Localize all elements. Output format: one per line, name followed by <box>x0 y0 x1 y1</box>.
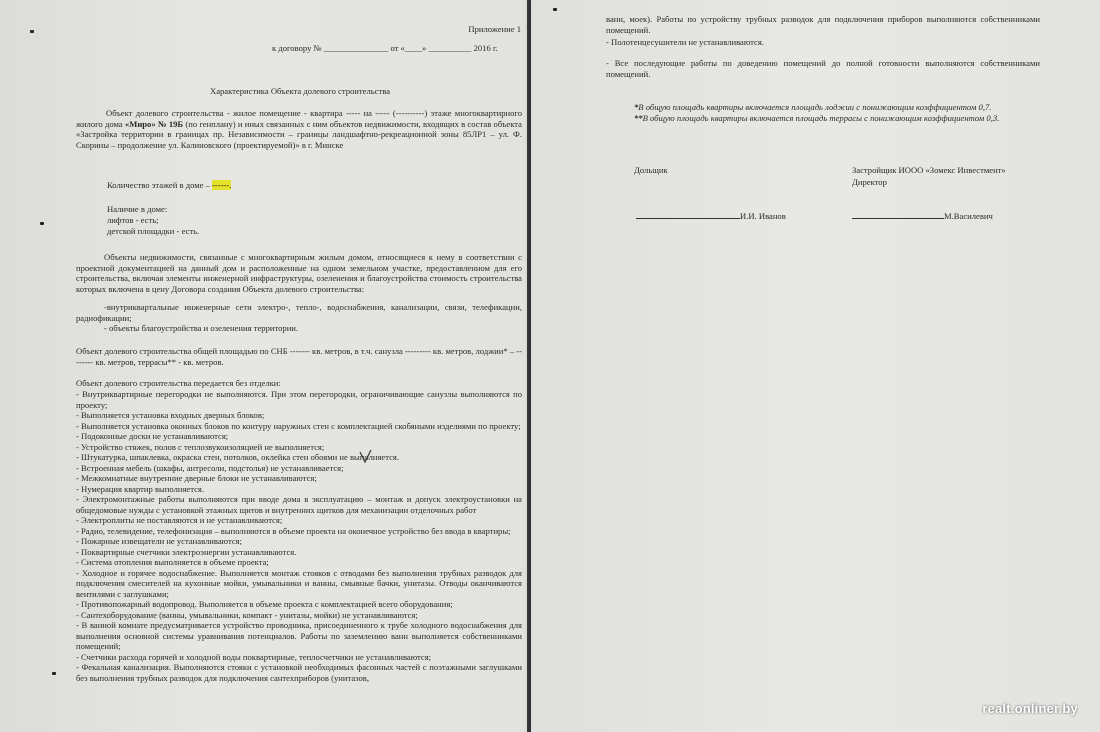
list-item: - Холодное и горячее водоснабжение. Выполняется монтаж стояков с отводами без выполнения трубных разводок для подключения смесителей на кухонные мойки, умывальники и ванны, смывные бачки, унитазы. Отводы оканчиваются вентилями с заглушками; <box>76 567 522 599</box>
list-item: - Подоконные доски не устанавливаются; <box>76 431 229 441</box>
shareholder-label: Дольщик <box>634 165 668 175</box>
intro-paragraph <box>76 108 522 150</box>
floors-line <box>107 180 231 191</box>
punch-hole <box>553 8 557 11</box>
contract-line: к договору № _______________ от «____» __________ 2016 г. <box>272 43 498 53</box>
list-item: - Электроплиты не поставляются и не устанавливаются; <box>76 515 283 525</box>
landscaping-item: - объекты благоустройства и озеленения территории. <box>104 323 299 333</box>
no-finish-heading: Объект долевого строительства передается без отделки: <box>76 378 281 388</box>
signature-line <box>636 218 740 219</box>
punch-hole <box>40 222 44 225</box>
list-item: - Электромонтажные работы выполняются при вводе дома в эксплуатацию – монтаж и допуск электроустановки на общедомовые нужды с установкой этажных щитов и внутренних щитков для механизации отделочных работ <box>76 494 522 515</box>
list-item: - Выполняется установка входных дверных блоков; <box>76 410 265 420</box>
list-item: - Противопожарный водопровод. Выполняется в объеме проекта с комплектацией всего оборудования; <box>76 599 453 609</box>
has-lifts: лифтов - есть; <box>107 215 159 225</box>
has-label: Наличие в доме: <box>107 204 168 214</box>
footnote-text: В общую площадь квартиры включается площадь лоджии с понижающим коэффициентом 0,7. <box>638 102 992 112</box>
footnote-text: В общую площадь квартиры включается площадь террасы с понижающим коэффициентом 0,3. <box>642 113 1000 123</box>
footnote-mark: * <box>634 102 639 112</box>
list-item: - Штукатурка, шпаклевка, окраска стен, потолков, оклейка стен обоями не выполняется. <box>76 452 400 462</box>
handwritten-checkmark-icon <box>358 449 374 465</box>
remaining-works-item: - Все последующие работы по доведению помещений до полной готовности выполняются собственниками помещений. <box>606 58 1040 79</box>
continued-text: ванн, моек). Работы по устройству трубных разводок для подключения приборов выполняются собственниками помещений. <box>606 14 1040 35</box>
list-item: - Счетчики расхода горячей и холодной воды поквартирные, теплосчетчики не устанавливаются; <box>76 651 432 662</box>
floors-value-highlight: ------. <box>212 180 232 190</box>
objects-paragraph: Объекты недвижимости, связанные с многоквартирным жилым домом, относящиеся к нему в соответствии с проектной документацией на данный дом и расположенные на одном земельном участке, предоставленном для его строительства, включая элементы инженерной инфраструктуры, озеленения и благоустройства стоимость строительства которых включена в цену Договора создания Объекта долевого строительства: <box>76 252 522 294</box>
document-heading: Характеристика Объекта долевого строительства <box>209 86 391 96</box>
list-item: - Фекальная канализация. Выполняются стояки с установкой необходимых фасонных частей с поэтажными заглушками без выполнения трубных разводок для подключения сантехприборов (унитазов, <box>76 662 522 683</box>
house-name: «Миро» № 19Б <box>124 118 184 129</box>
list-item: - Поквартирные счетчики электроэнергии устанавливаются. <box>76 546 297 557</box>
signature-name: И.И. Иванов <box>740 211 786 221</box>
intro-text: Объект долевого строительства - жилое помещение - квартира ----- на ----- (----------) этаже многоквартирного жилого дома <box>76 108 522 129</box>
signature-developer <box>852 211 993 222</box>
contract-page-right <box>531 0 1100 732</box>
site-watermark: realt.onliner.by <box>982 701 1078 716</box>
footnote-mark: ** <box>634 113 643 123</box>
list-item: - Сантехоборудование (ванны, умывальники, компакт - унитазы, мойки) не устанавливаются; <box>76 609 418 620</box>
list-item: - Внутриквартирные перегородки не выполняются. При этом перегородки, ограничивающие санузлы выполняются по проекту; <box>76 389 522 410</box>
list-item: - В ванной комнате предусматривается устройство проводника, присоединенного к трубе холодного водоснабжения для выполнения основной системы уравнивания потенциалов. Работы по заземлению ванн выполняется собственниками помещений; <box>76 620 522 651</box>
list-item: - Пожарные извещатели не устанавливаются; <box>76 536 242 546</box>
list-item: - Встроенная мебель (шкафы, антресоли, подстолья) не устанавливается; <box>76 462 344 473</box>
contract-page-left <box>0 0 527 732</box>
items-list <box>76 389 522 683</box>
area-paragraph: Объект долевого строительства общей площадью по СНБ ------- кв. метров, в т.ч. санузла --------- кв. метров, лоджии* – -------- кв. метров, террасы** - кв. метров. <box>76 346 522 367</box>
signature-line <box>852 218 944 219</box>
floors-label: Количество этажей в доме – <box>107 180 213 190</box>
appendix-label: Приложение 1 <box>468 24 521 34</box>
signature-name: М.Василевич <box>944 211 993 221</box>
intro-text-cont: (по генплану) и иных связанных с ним объектов недвижимости, входящих в состав объекта «Застройка территории в границах пр. Независимости – границы ландшафтно-рекреационной зоны 85ЛР1 – ул. Ф. Скорины – продолжение ул. Калиновского (проектируемой)» в г. Минске <box>76 118 522 150</box>
list-item: - Нумерация квартир выполняется. <box>76 483 205 494</box>
towel-dryers-item: - Полотенцесушители не устанавливаются. <box>606 37 764 47</box>
footnote-terrace <box>634 113 999 124</box>
punch-hole <box>52 672 56 675</box>
signature-shareholder <box>636 211 786 222</box>
list-item: - Устройство стяжек, полов с теплозвукоизоляцией не выполняется; <box>76 441 325 452</box>
list-item: - Выполняется установка оконных блоков по контуру наружных стен с комплектацией скобяными изделиями по проекту; <box>76 420 521 431</box>
developer-label: Застройщик ИООО «Зомекс Инвестмент» <box>852 165 1006 175</box>
director-label: Директор <box>852 177 887 187</box>
list-item: - Система отопления выполняется в объеме проекта; <box>76 557 269 567</box>
networks-item: -внутриквартальные инженерные сети электро-, тепло-, водоснабжения, канализации, связи, телефикации, радиофикации; <box>76 302 522 323</box>
list-item: - Межкомнатные внутренние дверные блоки не устанавливаются; <box>76 473 317 483</box>
list-item: - Радио, телевидение, телефонизация – выполняются в объеме проекта на оконечное устройство без ввода в квартиры; <box>76 525 511 536</box>
punch-hole <box>30 30 34 33</box>
has-playground: детской площадки - есть. <box>107 226 200 236</box>
footnote-loggia <box>634 102 991 113</box>
